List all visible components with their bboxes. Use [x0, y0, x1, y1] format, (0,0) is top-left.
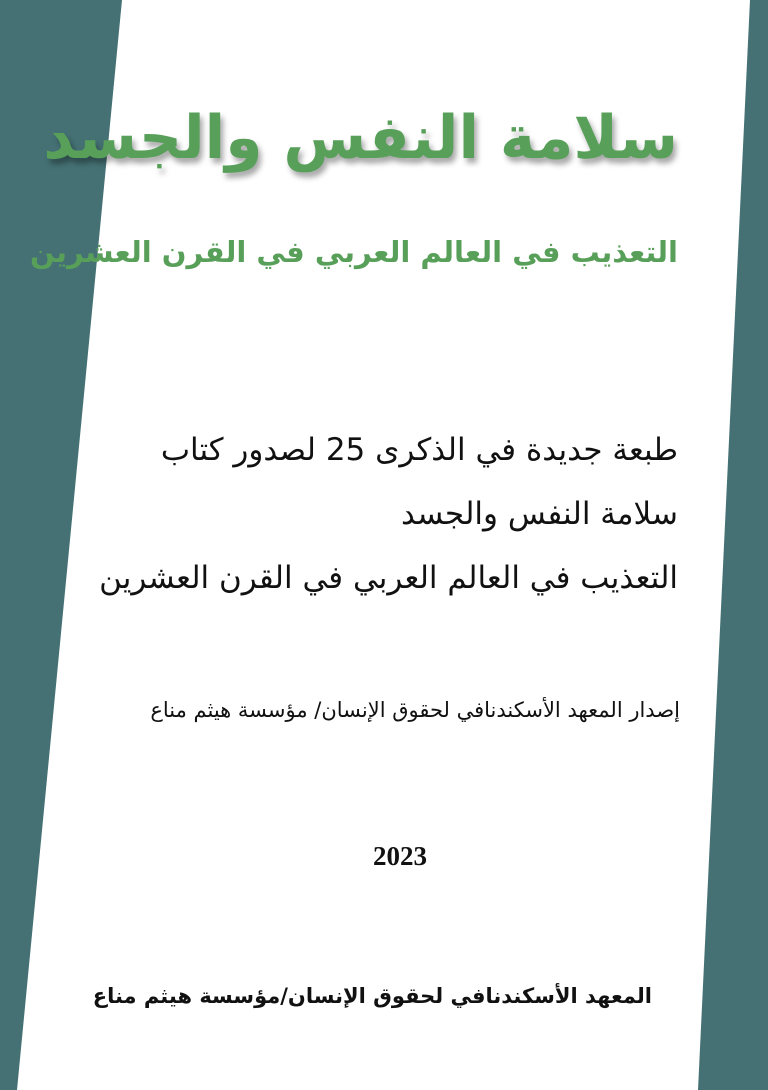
- publication-year: 2023: [373, 841, 427, 871]
- cover-subtitle: التعذيب في العالم العربي في القرن العشرين: [29, 235, 678, 269]
- publisher-statement: إصدار المعهد الأسكندنافي لحقوق الإنسان/ مؤسسة هيثم مناع: [150, 698, 680, 722]
- edition-note-line-2: سلامة النفس والجسد: [401, 496, 678, 532]
- edition-note-line-3: التعذيب في العالم العربي في القرن العشرين: [99, 560, 678, 596]
- footer-publisher: المعهد الأسكندنافي لحقوق الإنسان/مؤسسة هيثم مناع: [92, 984, 652, 1008]
- edition-note-line-1: طبعة جديدة في الذكرى 25 لصدور كتاب: [160, 432, 678, 468]
- cover-main-title: سلامة النفس والجسد: [43, 103, 678, 173]
